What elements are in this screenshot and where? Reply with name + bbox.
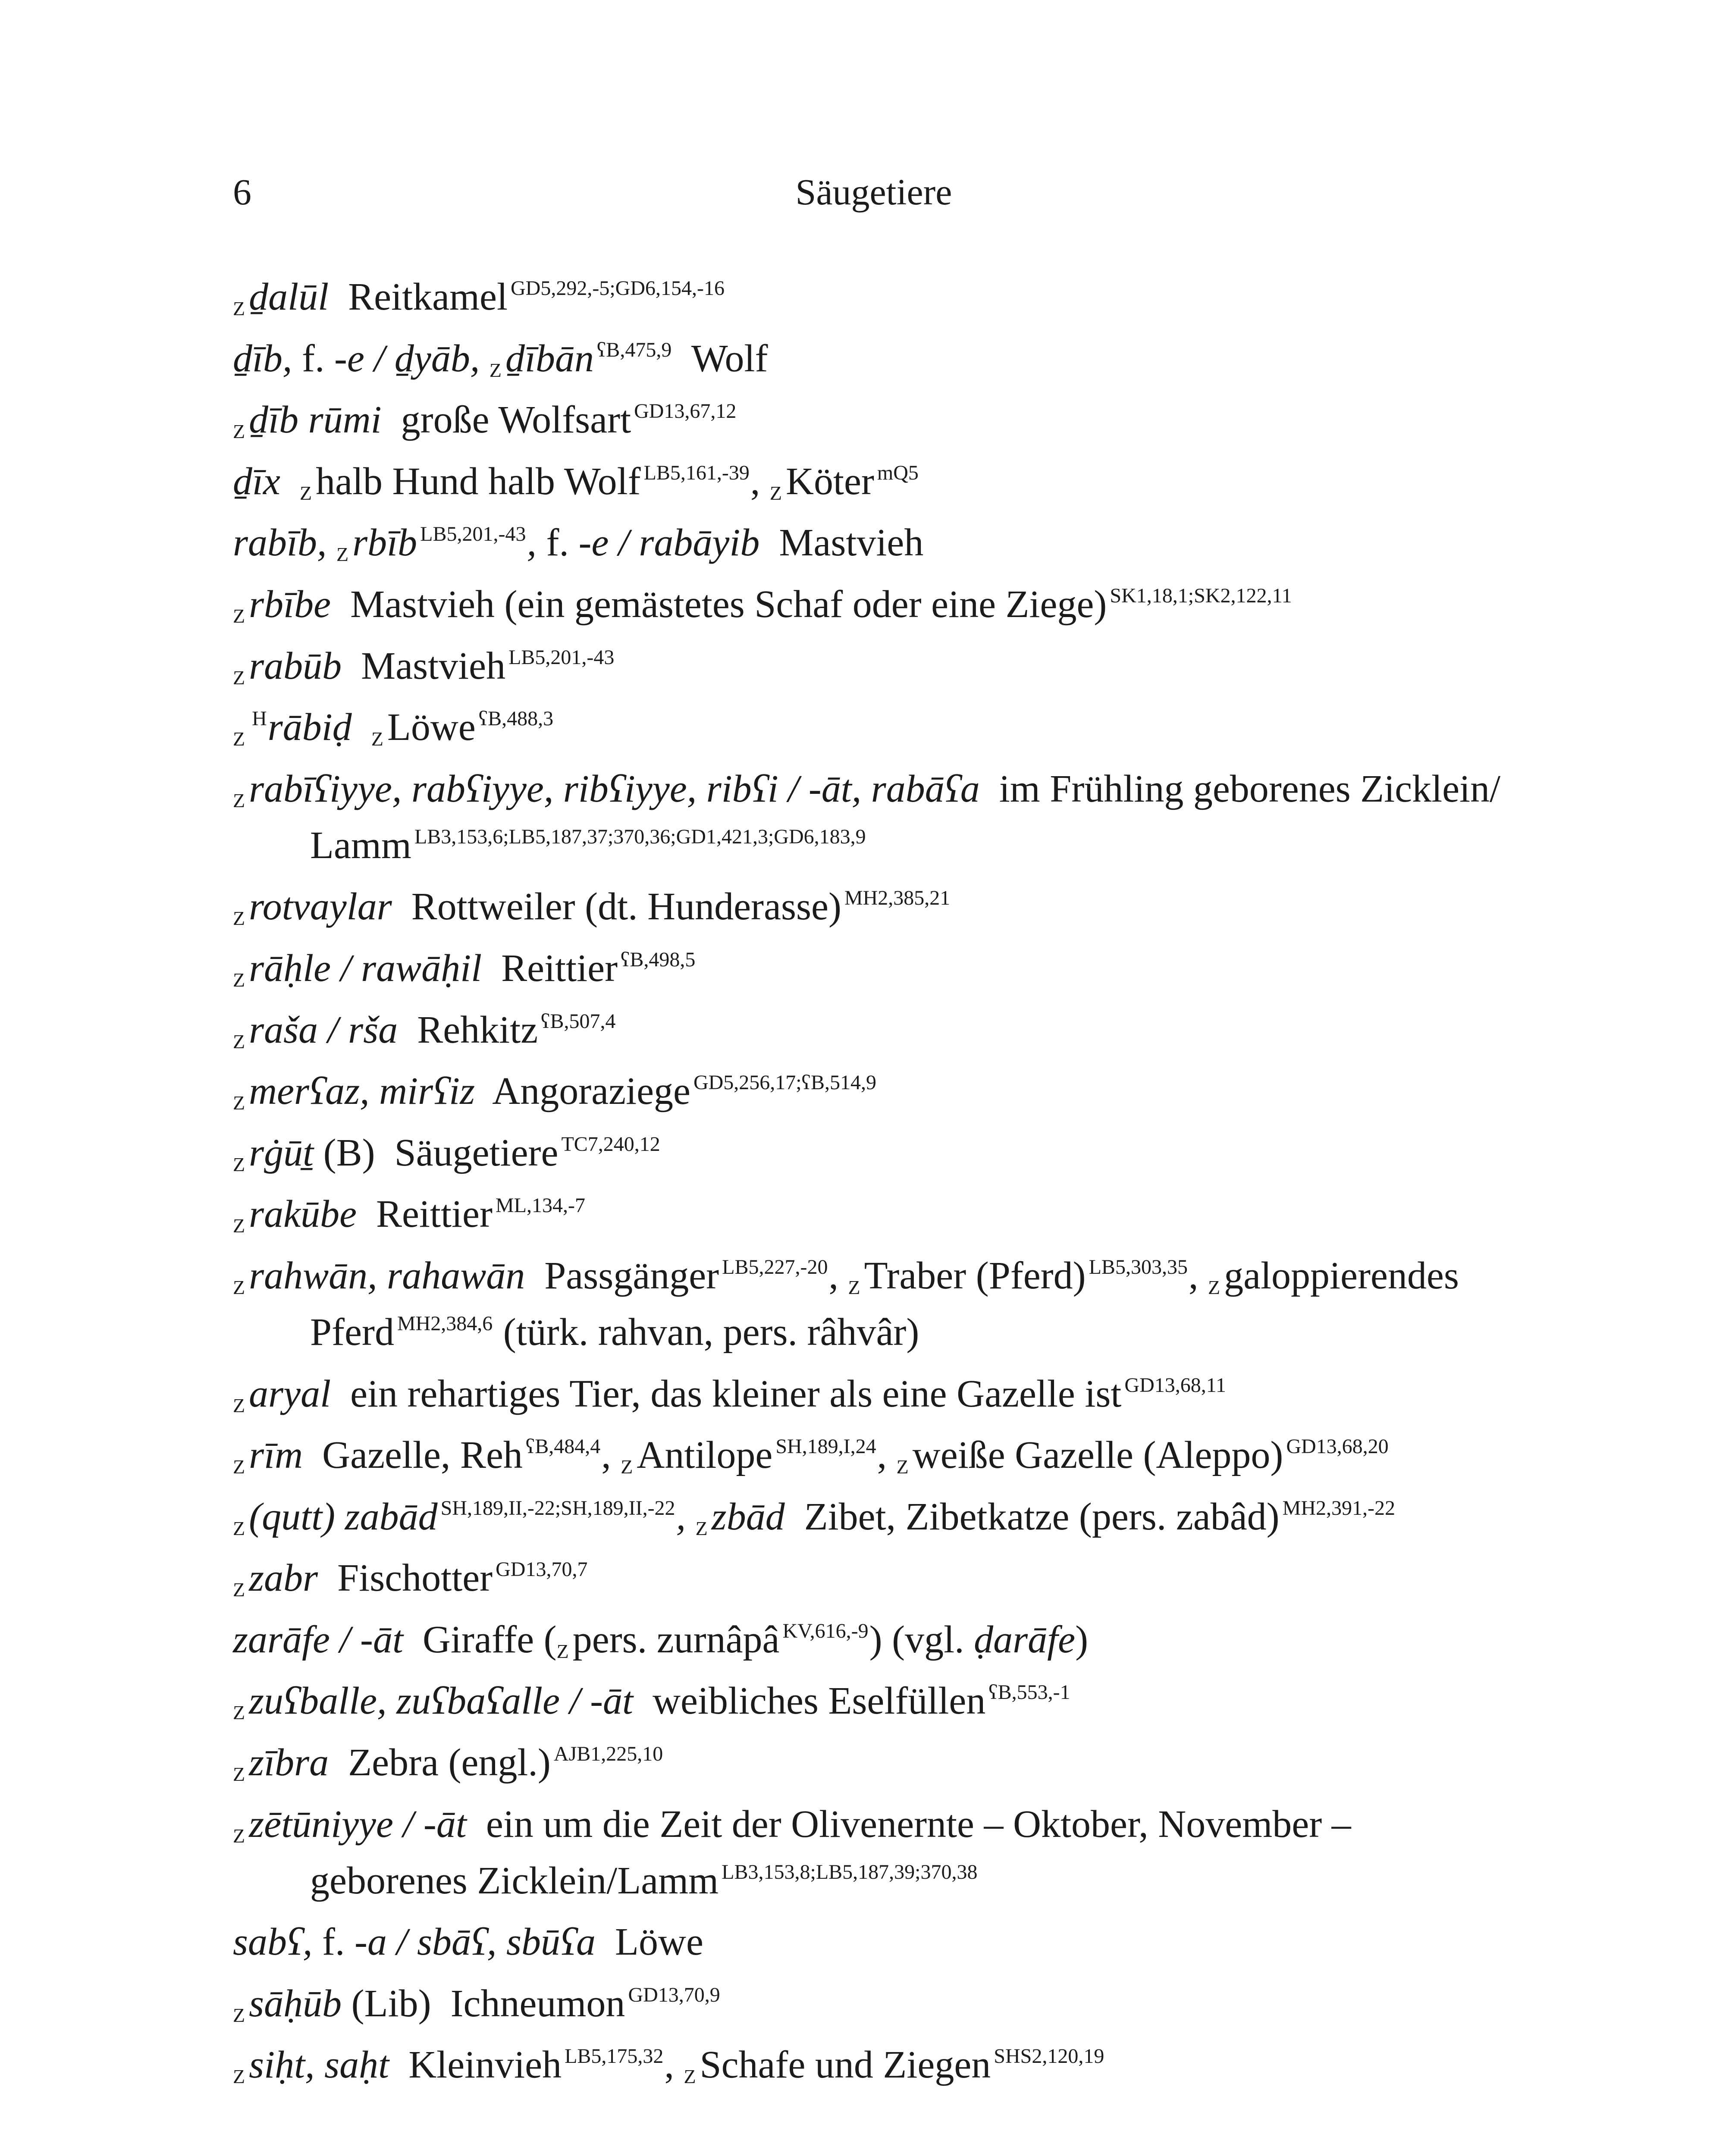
entry-line	[233, 761, 1656, 817]
italic-text: sabʕ,	[233, 1921, 313, 1964]
roman-text: geborenes Zicklein/Lamm	[310, 1859, 719, 1902]
dictionary-entry	[233, 1734, 1656, 1791]
subscript-marker: Z	[233, 666, 245, 689]
roman-text: Reittier	[482, 946, 618, 990]
entry-continuation-line	[233, 1304, 1656, 1360]
subscript-marker: Z	[233, 1517, 245, 1539]
subscript-marker: Z	[233, 1092, 245, 1114]
entry-line	[233, 392, 1656, 448]
reference-superscript: ʕB,507,4	[541, 1009, 616, 1033]
subscript-marker: Z	[769, 482, 782, 504]
dictionary-entry	[233, 940, 1656, 997]
dictionary-entry	[233, 638, 1656, 694]
reference-superscript: GD13,70,9	[628, 1983, 720, 2006]
dictionary-entry	[233, 1002, 1656, 1058]
italic-text: ,	[527, 521, 537, 564]
reference-superscript: GD13,67,12	[634, 400, 737, 423]
reference-superscript: ʕB,488,3	[478, 707, 554, 730]
reference-superscript: GD13,68,20	[1286, 1435, 1389, 1458]
subscript-marker: Z	[233, 2065, 245, 2088]
roman-text: pers. zurnâpâ	[572, 1618, 780, 1661]
roman-text: Lamm	[310, 824, 411, 867]
roman-text: Köter	[786, 460, 874, 503]
roman-text: Kleinvieh	[389, 2043, 562, 2087]
reference-superscript: SK1,18,1;SK2,122,11	[1110, 584, 1292, 607]
dictionary-entry	[233, 1427, 1656, 1483]
dictionary-entry	[233, 761, 1656, 874]
dictionary-entry	[233, 1247, 1656, 1360]
italic-text: merʕaz, mirʕiz	[249, 1070, 475, 1113]
subscript-marker: Z	[233, 968, 245, 991]
running-title: Säugetiere	[795, 171, 952, 213]
entry-line	[233, 1914, 1656, 1970]
subscript-marker: Z	[233, 1276, 245, 1298]
italic-text: -e / ḏyāb,	[334, 337, 480, 380]
roman-text: Löwe	[387, 706, 476, 749]
entry-line	[233, 576, 1656, 633]
roman-text: Zibet, Zibetkatze (pers. zabâd)	[784, 1495, 1280, 1538]
italic-text: ḏīx	[233, 460, 280, 503]
italic-text: zībra	[249, 1741, 329, 1784]
italic-text: rīm	[249, 1434, 303, 1477]
roman-text	[352, 706, 371, 749]
subscript-marker: Z	[233, 298, 245, 320]
entry-line	[233, 1063, 1656, 1119]
italic-text: raša / rša	[249, 1008, 398, 1051]
reference-superscript: LB5,201,-43	[420, 523, 526, 546]
entry-list	[233, 269, 1656, 2098]
dictionary-entry	[233, 1125, 1656, 1181]
subscript-marker: Z	[233, 728, 245, 750]
entry-line	[233, 940, 1656, 997]
roman-text: Giraffe (	[403, 1618, 557, 1661]
dictionary-entry	[233, 1611, 1656, 1668]
reference-superscript: LB3,153,6;LB5,187,37;370,36;GD1,421,3;GD6,183,9	[414, 825, 866, 848]
entry-line	[233, 1186, 1656, 1242]
dictionary-entry	[233, 2037, 1656, 2093]
subscript-marker: Z	[684, 2065, 696, 2088]
subscript-marker: Z	[233, 907, 245, 930]
roman-text: Gazelle, Reh	[303, 1434, 523, 1477]
italic-text: siḥt, saḥt	[249, 2043, 389, 2087]
reference-superscript: TC7,240,12	[561, 1132, 660, 1156]
italic-text: rahwān, rahawān	[249, 1254, 525, 1297]
roman-text: Zebra (engl.)	[329, 1741, 551, 1784]
italic-text: rotvaylar	[249, 885, 392, 928]
roman-text: ,	[828, 1254, 848, 1297]
entry-line	[233, 638, 1656, 694]
roman-text: )	[1075, 1618, 1089, 1661]
italic-text: rakūbe	[249, 1193, 357, 1236]
reference-superscript: LB5,303,35	[1089, 1255, 1188, 1279]
entry-line	[233, 453, 1656, 510]
subscript-marker: Z	[233, 2004, 245, 2026]
italic-text: -e / rabāyib	[578, 521, 760, 564]
entry-line	[233, 1247, 1656, 1304]
roman-text: ,	[750, 460, 770, 503]
roman-text: Reitkamel	[329, 276, 508, 318]
italic-text: ḍarāfe	[974, 1618, 1076, 1661]
page-number: 6	[233, 171, 251, 213]
entry-line	[233, 1489, 1656, 1545]
entry-line	[233, 514, 1656, 571]
italic-text: aryal	[249, 1372, 331, 1415]
subscript-marker: Z	[233, 1030, 245, 1053]
dictionary-entry	[233, 330, 1656, 387]
subscript-marker: Z	[233, 1702, 245, 1724]
subscript-marker: Z	[1208, 1276, 1221, 1298]
reference-superscript: GD5,256,17;ʕB,514,9	[693, 1071, 876, 1094]
roman-text: große Wolfsart	[381, 398, 631, 442]
dictionary-entry	[233, 392, 1656, 448]
dictionary-entry	[233, 1489, 1656, 1545]
italic-text: rbībe	[249, 583, 331, 626]
entry-line	[233, 878, 1656, 935]
subscript-marker: Z	[695, 1517, 708, 1539]
roman-text: Antilope	[637, 1434, 773, 1477]
reference-superscript: ʕB,553,-1	[988, 1681, 1070, 1704]
entry-line	[233, 1002, 1656, 1058]
reference-superscript: H	[252, 707, 267, 730]
roman-text: weibliches Eselfüllen	[633, 1680, 986, 1723]
reference-superscript: LB3,153,8;LB5,187,39;370,38	[722, 1860, 978, 1883]
roman-text: ,	[664, 2043, 684, 2087]
entry-continuation-line	[233, 1852, 1656, 1909]
roman-text: im Frühling geborenes Zicklein/	[979, 767, 1501, 810]
entry-line	[233, 269, 1656, 325]
subscript-marker: Z	[233, 1824, 245, 1847]
italic-text: rabūb	[249, 644, 342, 687]
reference-superscript: KV,616,-9	[782, 1619, 869, 1642]
roman-text: Rehkitz	[398, 1008, 538, 1051]
subscript-marker: Z	[621, 1456, 633, 1478]
italic-text: rābiḍ	[267, 706, 352, 749]
reference-superscript: MH2,385,21	[844, 887, 951, 910]
reference-superscript: LB5,201,-43	[508, 646, 615, 669]
roman-text: Reittier	[357, 1193, 493, 1236]
italic-text: rabīb,	[233, 521, 337, 564]
subscript-marker: Z	[233, 1215, 245, 1237]
dictionary-entry	[233, 1975, 1656, 2032]
subscript-marker: Z	[233, 1763, 245, 1786]
reference-superscript: LB5,161,-39	[643, 461, 750, 484]
subscript-marker: Z	[233, 605, 245, 627]
subscript-marker: Z	[233, 1456, 245, 1478]
subscript-marker: Z	[233, 1153, 245, 1175]
roman-text: weiße Gazelle (Aleppo)	[912, 1434, 1283, 1477]
entry-line	[233, 1366, 1656, 1422]
roman-text: f.	[292, 337, 334, 380]
roman-text: f.	[312, 1921, 355, 1964]
dictionary-entry	[233, 1366, 1656, 1422]
dictionary-entry	[233, 1063, 1656, 1119]
dictionary-entry	[233, 878, 1656, 935]
subscript-marker: Z	[233, 789, 245, 812]
dictionary-entry	[233, 453, 1656, 510]
entry-line	[233, 1734, 1656, 1791]
italic-text: rbīb	[352, 521, 417, 564]
entry-line	[233, 1550, 1656, 1606]
roman-text: (B) Säugetiere	[314, 1131, 559, 1174]
reference-superscript: SH,189,II,-22;SH,189,II,-22	[440, 1496, 675, 1520]
italic-text: ḏīb rūmi	[249, 398, 382, 442]
reference-superscript: GD13,70,7	[496, 1558, 588, 1581]
italic-text: rġūṯ	[249, 1131, 314, 1174]
roman-text	[480, 337, 489, 380]
roman-text: (Lib) Ichneumon	[342, 1982, 625, 2025]
dictionary-entry	[233, 1186, 1656, 1242]
entry-line	[233, 330, 1656, 387]
roman-text: ) (vgl.	[869, 1618, 974, 1661]
roman-text: f.	[537, 521, 579, 564]
dictionary-entry	[233, 1914, 1656, 1970]
roman-text: Angoraziege	[475, 1070, 690, 1113]
roman-text: ein rehartiges Tier, das kleiner als eine Gazelle ist	[331, 1372, 1122, 1415]
italic-text: zuʕballe, zuʕbaʕalle / -āt	[249, 1680, 634, 1723]
roman-text: galoppierendes	[1224, 1254, 1459, 1297]
entry-line	[233, 699, 1656, 755]
entry-line	[233, 1975, 1656, 2032]
italic-text: -a / sbāʕ, sbūʕa	[355, 1921, 596, 1964]
roman-text: Löwe	[596, 1921, 703, 1964]
reference-superscript: mQ5	[877, 461, 919, 484]
dictionary-entry	[233, 576, 1656, 633]
italic-text: rabīʕiyye, rabʕiyye, ribʕiyye, ribʕi / -āt, rabāʕa	[249, 767, 980, 810]
reference-superscript: ML,134,-7	[495, 1194, 585, 1217]
reference-superscript: AJB1,225,10	[553, 1742, 663, 1766]
roman-text: Rottweiler (dt. Hunderasse)	[392, 885, 841, 928]
italic-text: (qutt) zabād	[249, 1495, 438, 1538]
dictionary-entry	[233, 269, 1656, 325]
reference-superscript: GD13,68,11	[1124, 1373, 1226, 1397]
entry-line	[233, 1673, 1656, 1729]
roman-text: Passgänger	[525, 1254, 719, 1297]
dictionary-entry	[233, 1550, 1656, 1606]
entry-line	[233, 1796, 1656, 1852]
roman-text: ,	[601, 1434, 621, 1477]
dictionary-entry	[233, 514, 1656, 571]
roman-text: Wolf	[672, 337, 768, 380]
roman-text: Pferd	[310, 1310, 394, 1354]
italic-text: zarāfe / -āt	[233, 1618, 403, 1661]
subscript-marker: Z	[556, 1640, 569, 1662]
reference-superscript: MH2,391,-22	[1282, 1496, 1395, 1520]
dictionary-entry	[233, 1673, 1656, 1729]
subscript-marker: Z	[233, 420, 245, 443]
reference-superscript: ʕB,475,9	[597, 338, 672, 361]
dictionary-entry	[233, 1796, 1656, 1909]
reference-superscript: LB5,175,32	[565, 2045, 664, 2068]
italic-text: zbād	[711, 1495, 785, 1538]
roman-text: ein um die Zeit der Olivenernte – Oktober, November –	[466, 1802, 1351, 1846]
roman-text: (türk. rahvan, pers. râhvâr)	[493, 1310, 919, 1354]
reference-superscript: MH2,384,6	[397, 1312, 493, 1335]
subscript-marker: Z	[489, 359, 502, 381]
roman-text: Schafe und Ziegen	[700, 2043, 991, 2087]
entry-continuation-line	[233, 817, 1656, 874]
roman-text: ,	[1188, 1254, 1208, 1297]
italic-text: rāḥle / rawāḥil	[249, 946, 482, 990]
reference-superscript: SH,189,I,24	[775, 1435, 876, 1458]
roman-text: ,	[877, 1434, 897, 1477]
italic-text: ḏībān	[505, 337, 594, 380]
reference-superscript: ʕB,498,5	[621, 948, 696, 971]
subscript-marker: Z	[371, 728, 383, 750]
subscript-marker: Z	[896, 1456, 909, 1478]
dictionary-entry	[233, 699, 1656, 755]
reference-superscript: SHS2,120,19	[994, 2045, 1104, 2068]
italic-text: ,	[676, 1495, 696, 1538]
entry-line	[233, 1125, 1656, 1181]
roman-text: Mastvieh	[342, 644, 506, 687]
subscript-marker: Z	[848, 1276, 860, 1298]
entry-line	[233, 1611, 1656, 1668]
roman-text: Fischotter	[318, 1557, 493, 1600]
italic-text: ḏalūl	[249, 276, 329, 318]
italic-text: zētūniyye / -āt	[249, 1802, 467, 1846]
entry-line	[233, 2037, 1656, 2093]
entry-line	[233, 1427, 1656, 1483]
reference-superscript: ʕB,484,4	[525, 1435, 601, 1458]
subscript-marker: Z	[233, 1579, 245, 1601]
subscript-marker: Z	[336, 543, 349, 566]
roman-text: Mastvieh	[759, 521, 924, 564]
subscript-marker: Z	[299, 482, 312, 504]
roman-text: Traber (Pferd)	[864, 1254, 1086, 1297]
italic-text: sāḥūb	[249, 1982, 342, 2025]
roman-text	[280, 460, 300, 503]
roman-text: Mastvieh (ein gemästetes Schaf oder eine Ziege)	[331, 583, 1107, 626]
running-head	[233, 164, 1515, 220]
roman-text: halb Hund halb Wolf	[316, 460, 641, 503]
reference-superscript: GD5,292,-5;GD6,154,-16	[511, 277, 725, 300]
italic-text: zabr	[249, 1557, 318, 1600]
subscript-marker: Z	[233, 1394, 245, 1416]
italic-text: ḏīb,	[233, 337, 292, 380]
reference-superscript: LB5,227,-20	[722, 1255, 828, 1279]
